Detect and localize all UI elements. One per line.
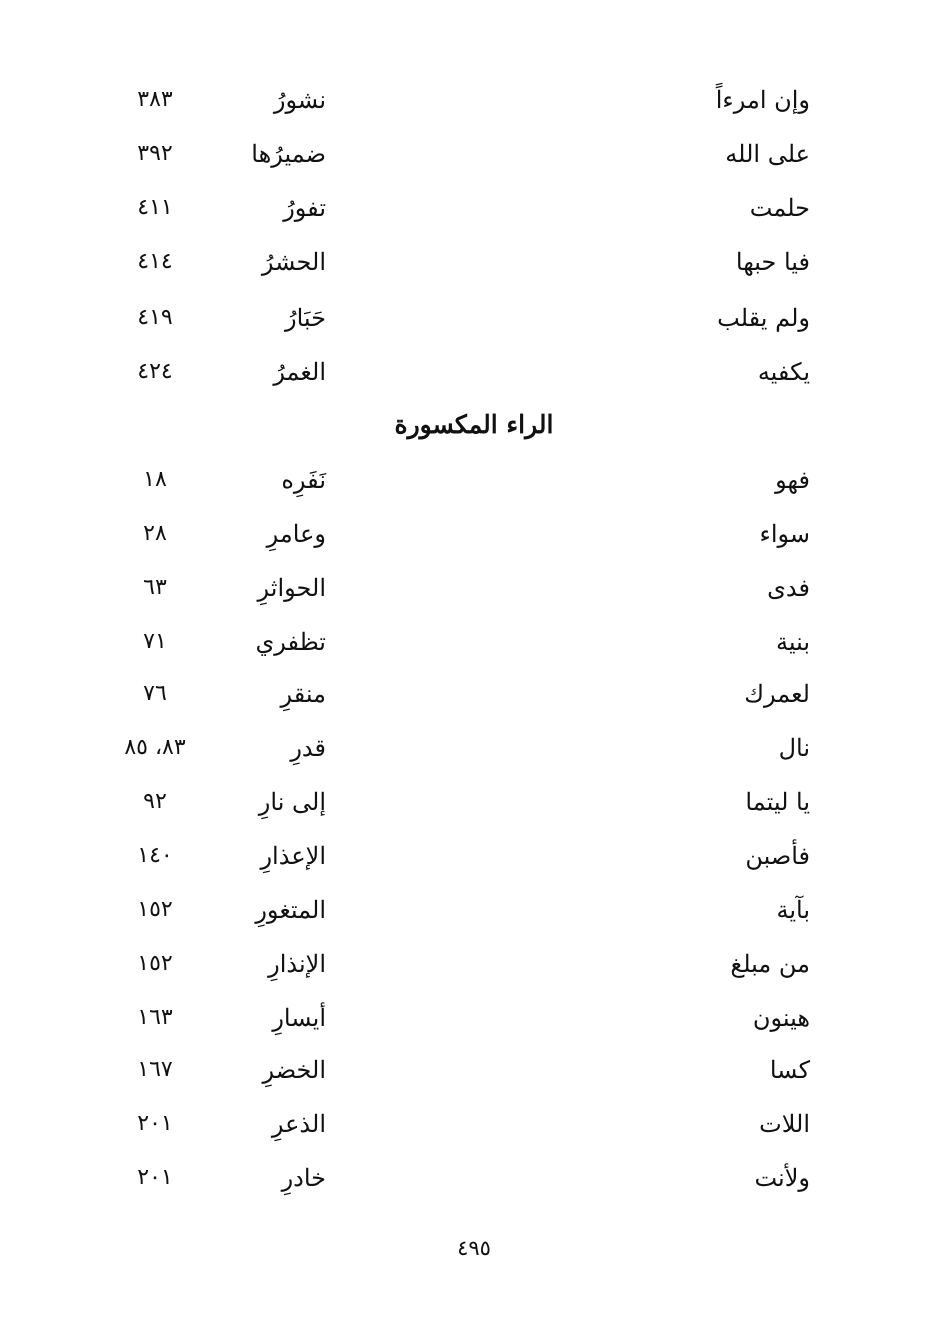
page-reference: ٧١	[143, 629, 167, 654]
page-number: ٤٩٥	[457, 1236, 491, 1260]
index-row	[0, 188, 948, 228]
verse-opening: نال	[778, 734, 810, 762]
rhyme-word: الحشرُ	[261, 248, 326, 276]
verse-opening: فهو	[775, 466, 810, 494]
page-reference: ٤١٩	[137, 305, 173, 330]
page-reference: ٦٣	[143, 575, 167, 600]
page-reference: ٢٠١	[137, 1111, 173, 1136]
rhyme-word: أيسارِ	[272, 1004, 326, 1032]
rhyme-word: المتغورِ	[255, 896, 326, 924]
index-row	[0, 242, 948, 282]
index-row	[0, 674, 948, 714]
page-reference: ٣٩٢	[137, 141, 173, 166]
section-heading: الراء المكسورة	[394, 410, 554, 439]
rhyme-word: حَبَارُ	[285, 304, 326, 332]
rhyme-word: الإنذارِ	[268, 950, 326, 978]
rhyme-word: نَفَرِه	[281, 466, 326, 494]
index-row	[0, 728, 948, 768]
index-row	[0, 1050, 948, 1090]
index-row	[0, 782, 948, 822]
index-row	[0, 80, 948, 120]
verse-opening: فدى	[767, 574, 810, 602]
index-row	[0, 134, 948, 174]
rhyme-word: الإعذارِ	[260, 842, 326, 870]
index-row	[0, 944, 948, 984]
rhyme-word: نشورُ	[273, 86, 326, 114]
verse-opening: يا ليتما	[745, 788, 810, 816]
verse-opening: يكفيه	[757, 358, 810, 386]
page-reference: ٧٦	[143, 681, 167, 706]
index-row	[0, 460, 948, 500]
rhyme-word: الذعرِ	[271, 1110, 326, 1138]
verse-opening: وإن امرءاً	[715, 86, 810, 114]
verse-opening: سواء	[759, 520, 810, 548]
page-reference: ٩٢	[143, 789, 167, 814]
rhyme-word: إلى نارِ	[258, 788, 326, 816]
verse-opening: ولم يقلب	[717, 304, 810, 332]
page-reference: ٣٨٣	[137, 87, 173, 112]
index-row	[0, 1104, 948, 1144]
index-row	[0, 1158, 948, 1198]
index-row	[0, 514, 948, 554]
rhyme-word: الغمرُ	[273, 358, 326, 386]
index-row	[0, 352, 948, 392]
page-reference: ٨٣، ٨٥	[124, 735, 186, 760]
page-reference: ١٥٢	[137, 951, 173, 976]
rhyme-word: الخضرِ	[262, 1056, 326, 1084]
rhyme-word: خادرِ	[281, 1164, 326, 1192]
verse-opening: ولأنت	[754, 1164, 810, 1192]
rhyme-word: ضميرُها	[251, 140, 326, 168]
index-row	[0, 890, 948, 930]
index-row	[0, 298, 948, 338]
page-reference: ١٨	[143, 467, 167, 492]
index-row	[0, 836, 948, 876]
verse-opening: حلمت	[749, 194, 810, 222]
page-reference: ١٥٢	[137, 897, 173, 922]
page-reference: ٤١٤	[137, 249, 173, 274]
verse-opening: بآية	[776, 896, 810, 924]
verse-opening: فأصبن	[745, 842, 810, 870]
verse-opening: من مبلغ	[730, 950, 810, 978]
rhyme-word: وعامرِ	[266, 520, 326, 548]
verse-opening: كسا	[769, 1056, 810, 1084]
page-reference: ٢٨	[143, 521, 167, 546]
rhyme-word: قدرِ	[290, 734, 326, 762]
verse-opening: هينون	[752, 1004, 810, 1032]
page-reference: ١٦٧	[137, 1057, 173, 1082]
index-row	[0, 998, 948, 1038]
page-reference: ١٦٣	[137, 1005, 173, 1030]
verse-opening: لعمرك	[744, 680, 810, 708]
verse-opening: على الله	[725, 140, 810, 168]
page-reference: ٢٠١	[137, 1165, 173, 1190]
rhyme-word: منقرِ	[280, 680, 326, 708]
rhyme-word: الحواثرِ	[257, 574, 326, 602]
verse-opening: فيا حبها	[735, 248, 810, 276]
page-reference: ٤١١	[137, 195, 173, 220]
index-row	[0, 622, 948, 662]
index-row	[0, 568, 948, 608]
page-reference: ١٤٠	[137, 843, 173, 868]
verse-opening: اللات	[759, 1110, 810, 1138]
rhyme-word: تظفري	[255, 628, 326, 656]
verse-opening: بنية	[775, 628, 810, 656]
rhyme-word: تفورُ	[283, 194, 326, 222]
page-reference: ٤٢٤	[137, 359, 173, 384]
